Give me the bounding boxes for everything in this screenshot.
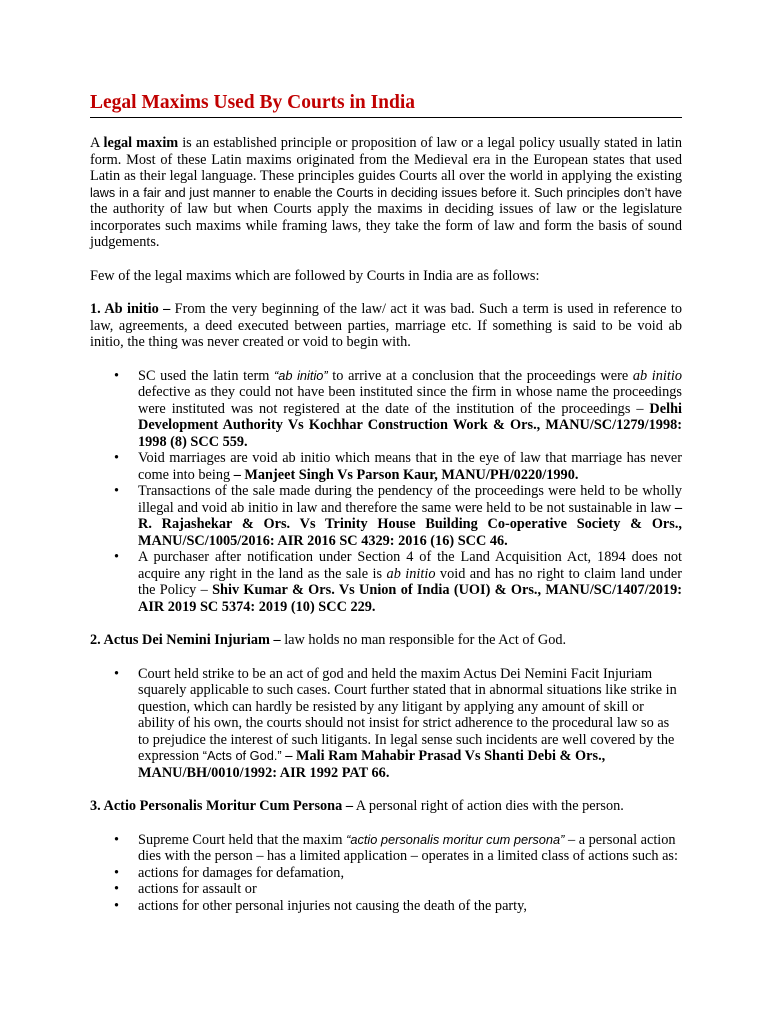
- list-item: [114, 483, 682, 549]
- italic-term: ab initio: [632, 367, 682, 384]
- intro-text-1: A: [90, 135, 104, 151]
- case-citation: – R. Rajashekar & Ors. Vs Trinity House Building Co-operative Society & Ors., MANU/SC/1005/2016: AIR 2016 SC 4329: 2016 (16) SCC 46.: [138, 499, 682, 549]
- section-3-paragraph: [90, 798, 682, 815]
- quoted-term: “Acts of God.”: [202, 748, 282, 763]
- case-citation: Delhi Development Authority Vs Kochhar Construction Work & Ors., MANU/SC/1279/1998: 1998 (8) SCC 559.: [138, 400, 682, 450]
- case-citation: – Mali Ram Mahabir Prasad Vs Shanti Debi & Ors., MANU/BH/0010/1992: AIR 1992 PAT 66.: [138, 748, 606, 781]
- bullet-icon: •: [114, 367, 120, 384]
- section-2-definition: law holds no man responsible for the Act of God.: [280, 632, 567, 648]
- document-title: Legal Maxims Used By Courts in India: [90, 92, 682, 118]
- list-item: [114, 831, 682, 865]
- list-item: [114, 450, 682, 483]
- list-item-text: A purchaser after notification under Section 4 of the Land Acquisition Act, 1894 does not acquire any right in the land as the sale is: [138, 549, 682, 582]
- list-item: [114, 881, 682, 898]
- list-item: [114, 665, 682, 782]
- bullet-icon: •: [114, 665, 120, 682]
- list-item-text: SC used the latin term: [138, 367, 274, 384]
- list-item-text: Transactions of the sale made during the pendency of the proceedings were held to be wholly illegal and void ab initio in law and therefore the same were held to be not sustainable in law: [138, 483, 682, 516]
- section-1-heading: 1. Ab initio –: [90, 301, 171, 317]
- list-item: [114, 897, 682, 915]
- case-citation: Shiv Kumar & Ors. Vs Union of India (UOI) & Ors., MANU/SC/1407/2019: AIR 2019 SC 5374: 2019 (10) SCC 229.: [138, 582, 682, 615]
- bullet-icon: •: [114, 881, 120, 897]
- list-item: [114, 367, 682, 451]
- lead-paragraph: Few of the legal maxims which are followed by Courts in India are as follows:: [90, 267, 540, 284]
- list-item: [114, 864, 682, 882]
- section-3-definition: A personal right of action dies with the person.: [353, 798, 624, 814]
- bullet-icon: •: [114, 831, 120, 848]
- list-item-text: – a personal action dies with the person – has a limited application – operates in a limited class of actions such as:: [138, 831, 678, 864]
- list-item-text: Court held strike to be an act of god and held the maxim Actus Dei Nemini Facit Injuriam squarely applicable to such cases. Court further stated that in abnormal situations like strike in question, which can hardly be resisted by any litigant by applying any amount of skill or ability of his own, the courts should not insist for strict adherence to the procedural law so as to prejudice the interest of such litigants. In legal sense such incidents are well covered by the expression: [138, 665, 677, 764]
- intro-text-calibri: laws in a fair and just manner to enable the Courts in deciding issues before it. Such principles don’t have: [90, 185, 682, 200]
- quoted-term: “ab initio”: [273, 367, 328, 383]
- list-item-text: actions for other personal injuries not causing the death of the party,: [138, 897, 527, 914]
- case-citation: – Manjeet Singh Vs Parson Kaur, MANU/PH/0220/1990.: [233, 466, 579, 483]
- list-item-text: actions for damages for defamation,: [138, 864, 345, 881]
- list-item-text: Void marriages are void ab initio which means that in the eye of law that marriage has never come into being: [138, 450, 682, 483]
- list-item-text: void and has no right to claim land under the Policy –: [138, 565, 682, 598]
- list-item-text: actions for assault or: [138, 881, 257, 897]
- list-item-text: defective as they could not have been instituted since the firm in whose name the proceedings were instituted was not registered at the date of the institution of the proceedings –: [138, 384, 682, 417]
- section-1-list: [90, 368, 682, 616]
- section-3-list: [90, 832, 682, 915]
- intro-paragraph: [90, 135, 682, 251]
- section-2-heading: 2. Actus Dei Nemini Injuriam –: [90, 632, 281, 648]
- section-2-paragraph: [90, 632, 682, 649]
- section-3-heading: 3. Actio Personalis Moritur Cum Persona –: [90, 798, 354, 814]
- intro-text-2: is an established principle or proposition of law or a legal policy usually stated in latin form. Most of these Latin maxims originated from the Medieval era in the European states that used Latin as their legal language. These principles guides Courts all over the world in applying the existing: [90, 135, 682, 184]
- bullet-icon: •: [114, 483, 120, 499]
- bullet-icon: •: [114, 450, 120, 466]
- list-item-text: Supreme Court held that the maxim: [138, 831, 347, 848]
- intro-text-3: the authority of law but when Courts apply the maxims in deciding issues of law or the legislature incorporates such maxims while framing laws, they take the form of law and form the basis of sound judgements.: [90, 201, 682, 250]
- list-item-text: to arrive at a conclusion that the proceedings were: [327, 367, 633, 384]
- quoted-term: “actio personalis moritur cum persona”: [346, 831, 565, 847]
- list-item: [114, 549, 682, 615]
- italic-term: ab initio: [386, 565, 436, 582]
- section-1-definition: From the very beginning of the law/ act it was bad. Such a term is used in reference to law, agreements, a deed executed between parties, marriage etc. If something is said to be void ab initio, the thing was never created or void to begin with.: [90, 301, 682, 350]
- intro-term-legal-maxim: legal maxim: [103, 135, 179, 151]
- section-1-paragraph: [90, 301, 682, 351]
- section-2-list: [90, 666, 682, 782]
- bullet-icon: •: [114, 864, 120, 881]
- bullet-icon: •: [114, 897, 120, 914]
- bullet-icon: •: [114, 549, 120, 565]
